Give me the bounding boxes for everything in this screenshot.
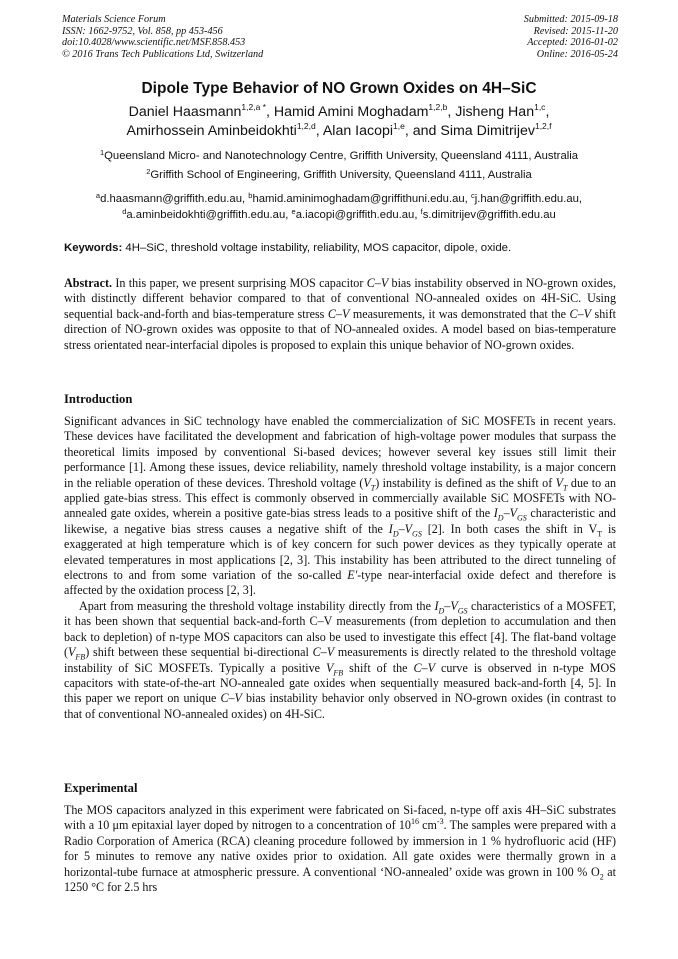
author-emails: $^a$d.haasmann@griffith.edu.au, $^b$hamid.aminimoghadam@griffithuni.edu.au, $^c$j.han@griffith.edu.au, $^d$a.aminbeidokhti@griffith.edu.au, $^e$a.iacopi@griffith.edu.au, $^f$s.dimitrijev@griffith.edu.au <box>95 191 583 221</box>
submitted-date: Submitted: 2015-09-18 <box>523 14 618 25</box>
email-link[interactable]: a.iacopi@griffith.edu.au <box>295 208 415 221</box>
abstract-label: Abstract. <box>64 276 113 290</box>
journal-doi: doi:10.4028/www.scientific.net/MSF.858.453 <box>62 37 246 49</box>
email-mark: c <box>470 191 475 200</box>
journal-name: Materials Science Forum <box>62 14 166 25</box>
section-heading-introduction: Introduction <box>64 392 133 406</box>
email-mark: f <box>420 206 423 216</box>
keywords <box>64 242 616 254</box>
affiliation-mark: 1 <box>99 148 105 157</box>
affiliation-text: Queensland Micro- and Nanotechnology Centre, Griffith University, Queensland 4111, Australia <box>104 150 579 162</box>
author-name: Jisheng Han <box>455 104 535 120</box>
email-link[interactable]: d.haasmann@griffith.edu.au <box>100 193 242 205</box>
author-affiliation-mark: 1,2,b <box>428 102 448 112</box>
journal-copyright: © 2016 Trans Tech Publications Ltd, Switzerland <box>62 48 264 60</box>
paper-title: Dipole Type Behavior of NO Grown Oxides on 4H–SiC <box>141 80 537 97</box>
author-name: Daniel Haasmann <box>128 104 242 120</box>
revised-date: Revised: 2015-11-20 <box>533 25 618 37</box>
affiliation-mark: 2 <box>146 167 151 176</box>
affiliation-text: Griffith School of Engineering, Griffith University, Queensland 4111, Australia <box>150 169 532 181</box>
email-link[interactable]: s.dimitrijev@griffith.edu.au <box>422 208 556 221</box>
author-affiliation-mark: 1,2,a * <box>241 102 266 112</box>
abstract-term: C–V <box>327 306 350 321</box>
keywords-label: Keywords: <box>64 242 123 254</box>
abstract-term: C–V <box>366 276 389 290</box>
abstract-text: In this paper, we present surprising MOS capacitor <box>112 276 367 290</box>
affiliation-1 <box>30 150 648 162</box>
email-link[interactable]: hamid.aminimoghadam@griffithuni.edu.au <box>252 193 465 205</box>
introduction-paragraph-2: Apart from measuring the threshold voltage instability directly from the $I_D-V_{GS}$ characteristics of a MOSFET, it has been shown that sequential back-and-forth C–V measurements (from depletion to accumulation and then back to depletion) of n-type MOS capacitors can also be used to investigate this effect [4]. The flat-band voltage $(V_{FB})$ shift between these sequential bi-directional C–V measurements is directly related to the threshold voltage instability of SiC MOSFETs. Typically a positive $V_{FB}$ shift of the C–V curve is observed in n-type MOS capacitors with state-of-the-art NO-annealed gate oxides when sequentially measured back-and-forth [4, 5]. In this paper we report on unique C–V bias instability behavior only observed in NO-grown oxides (in contrast to that of conventional NO-annealed oxides) on 4H-SiC. <box>64 598 616 721</box>
section-heading-experimental: Experimental <box>64 781 138 795</box>
author-affiliation-mark: 1,2,d <box>296 121 316 131</box>
experimental-body <box>64 803 616 895</box>
author-name: Amirhossein Aminbeidokhti <box>126 123 297 139</box>
online-date: Online: 2016-05-24 <box>536 48 618 60</box>
abstract-text: shift direction of NO-grown oxides was opposite to that of NO-annealed oxides. A model based on bias-temperature stress orientated near-interfacial dipoles is proposed to explain this unique behavior of NO-grown oxides. <box>64 306 616 352</box>
author-affiliation-mark: 1,e <box>393 121 405 131</box>
journal-info <box>62 14 263 60</box>
abstract-text: measurements, it was demonstrated that the <box>349 306 570 321</box>
journal-issn: ISSN: 1662-9752, Vol. 858, pp 453-456 <box>62 25 223 37</box>
email-mark: e <box>291 206 296 216</box>
author-affiliation-mark: 1,2,f <box>534 121 552 131</box>
keywords-text: 4H–SiC, threshold voltage instability, reliability, MOS capacitor, dipole, oxide. <box>122 242 512 254</box>
email-mark: b <box>248 191 253 200</box>
introduction-body <box>64 414 616 722</box>
experimental-paragraph: The MOS capacitors analyzed in this experiment were fabricated on Si-faced, n-type off axis 4H–SiC substrates with a 10 μm epitaxial layer doped by nitrogen to a concentration of $10^{16}$ $cm^{-3}$. The samples were prepared with a Radio Corporation of America (RCA) cleaning procedure followed by immersion in 1 % hydrofluoric acid (HF) for 5 minutes to remove any native oxides prior to oxidation. All gate oxides were thermally grown in a horizontal-tube furnace at atmospheric pressure. A conventional ‘NO-annealed’ oxide was grown in 100 % $O_2$ at 1250 °C for 2.5 hrs <box>64 803 617 895</box>
abstract-text: bias instability observed in NO-grown oxides, with distinctly different behavior compared to that of conventional NO-annealed oxides on 4H-SiC. Using sequential back-and-forth and bias-temperature stress <box>64 276 616 321</box>
email-mark: a <box>95 191 101 200</box>
publication-dates <box>524 14 618 60</box>
author-name: Hamid Amini Moghadam <box>273 104 429 120</box>
introduction-paragraph-1: Significant advances in SiC technology have enabled the commercialization of SiC MOSFETs in recent years. These devices have facilitated the development and fabrication of high-voltage power modules that surpass the theoretical limits imposed by conventional Si-based devices; however several key issues still limit their performance [1]. Among these issues, device reliability, namely threshold voltage instability, is a major concern in the reliable operation of these devices. Threshold voltage $(V_T)$ instability is defined as the shift of $V_T$ due to an applied gate-bias stress. This effect is commonly observed in commercially available SiC MOSFETs with NO-annealed gate oxides, wherein a positive gate-bias stress leads to a positive shift of the $I_D-V_{GS}$ characteristic and likewise, a negative bias stress causes a negative shift of the $I_D-V_{GS}$ [2]. In both cases the shift in $V_T$ is exaggerated at high temperature which is of key concern for such power devices as they typically operate at elevated temperatures in most applications [2, 3]. This instability has been attributed to the direct tunneling of electrons to and from some variation of the so-called E'-type near-interfacial oxide defect and therefore is affected by the oxidation process [2, 3]. <box>64 414 617 598</box>
author-affiliation-mark: 1,c <box>534 102 546 112</box>
author-list: Daniel Haasmann$^{1,2,a *}$, Hamid Amini Moghadam$^{1,2,b}$, Jisheng Han$^{1,c}$, Amirhossein Aminbeidokhti$^{1,2,d}$, Alan Iacopi$^{1,e}$, and Sima Dimitrijev$^{1,2,f}$ <box>126 102 552 139</box>
email-mark: d <box>122 206 127 216</box>
email-link[interactable]: a.aminbeidokhti@griffith.edu.au <box>126 208 286 221</box>
affiliation-2 <box>30 169 648 181</box>
abstract-term: C–V <box>569 306 592 321</box>
author-name: Sima Dimitrijev <box>440 123 535 139</box>
email-link[interactable]: j.han@griffith.edu.au <box>474 193 579 205</box>
accepted-date: Accepted: 2016-01-02 <box>527 37 618 49</box>
author-name: Alan Iacopi <box>322 123 394 139</box>
abstract <box>64 276 616 353</box>
